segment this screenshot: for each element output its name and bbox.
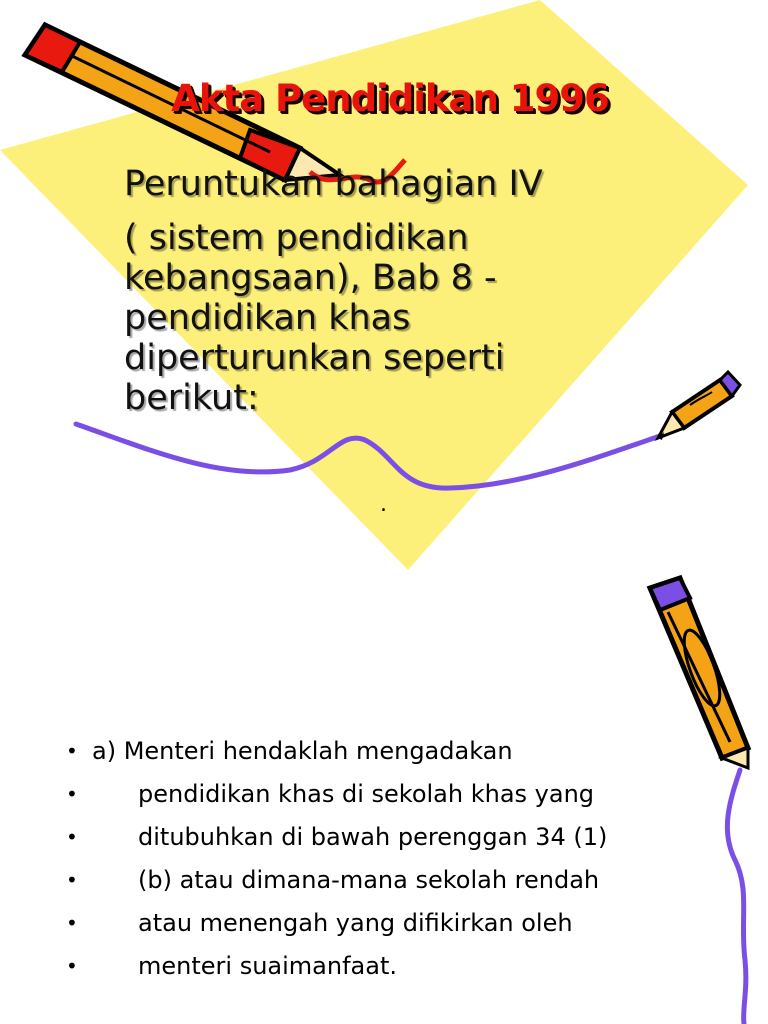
bullet-text: atau menengah yang difikirkan oleh [138,909,573,937]
bullet-item [66,902,706,945]
bullet-text: a) Menteri hendaklah mengadakan [92,737,513,765]
bullet-marker: • [66,782,78,806]
body-line: pendidikan khas [124,298,411,338]
bullet-item [66,816,706,859]
body-line: kebangsaan), Bab 8 - [124,258,497,298]
dot-mark: . [380,492,387,517]
purple-squiggle-right [727,770,746,1024]
bullet-list [66,730,706,988]
small-pencil-icon [658,372,740,440]
bullet-marker: • [66,954,78,978]
slide-title: Akta Pendidikan 1996 [171,76,609,120]
bullet-text: (b) atau dimana-mana sekolah rendah [138,866,600,894]
bullet-marker: • [66,825,78,849]
body-line: berikut: [124,378,259,418]
bullet-item [66,730,706,773]
body-line: diperturunkan seperti [124,338,505,378]
slide-body-text [124,164,624,418]
bullet-marker: • [66,911,78,935]
bullet-text: ditubuhkan di bawah perenggan 34 (1) [138,823,608,851]
bullet-item [66,859,706,902]
bullet-text: menteri suaimanfaat. [138,952,397,980]
body-line: ( sistem pendidikan [124,218,469,258]
bullet-item [66,773,706,816]
bullet-marker: • [66,868,78,892]
bullet-text: pendidikan khas di sekolah khas yang [138,780,595,808]
body-line: Peruntukan bahagian IV [124,164,543,204]
bullet-item [66,945,706,988]
bullet-marker: • [66,739,78,763]
